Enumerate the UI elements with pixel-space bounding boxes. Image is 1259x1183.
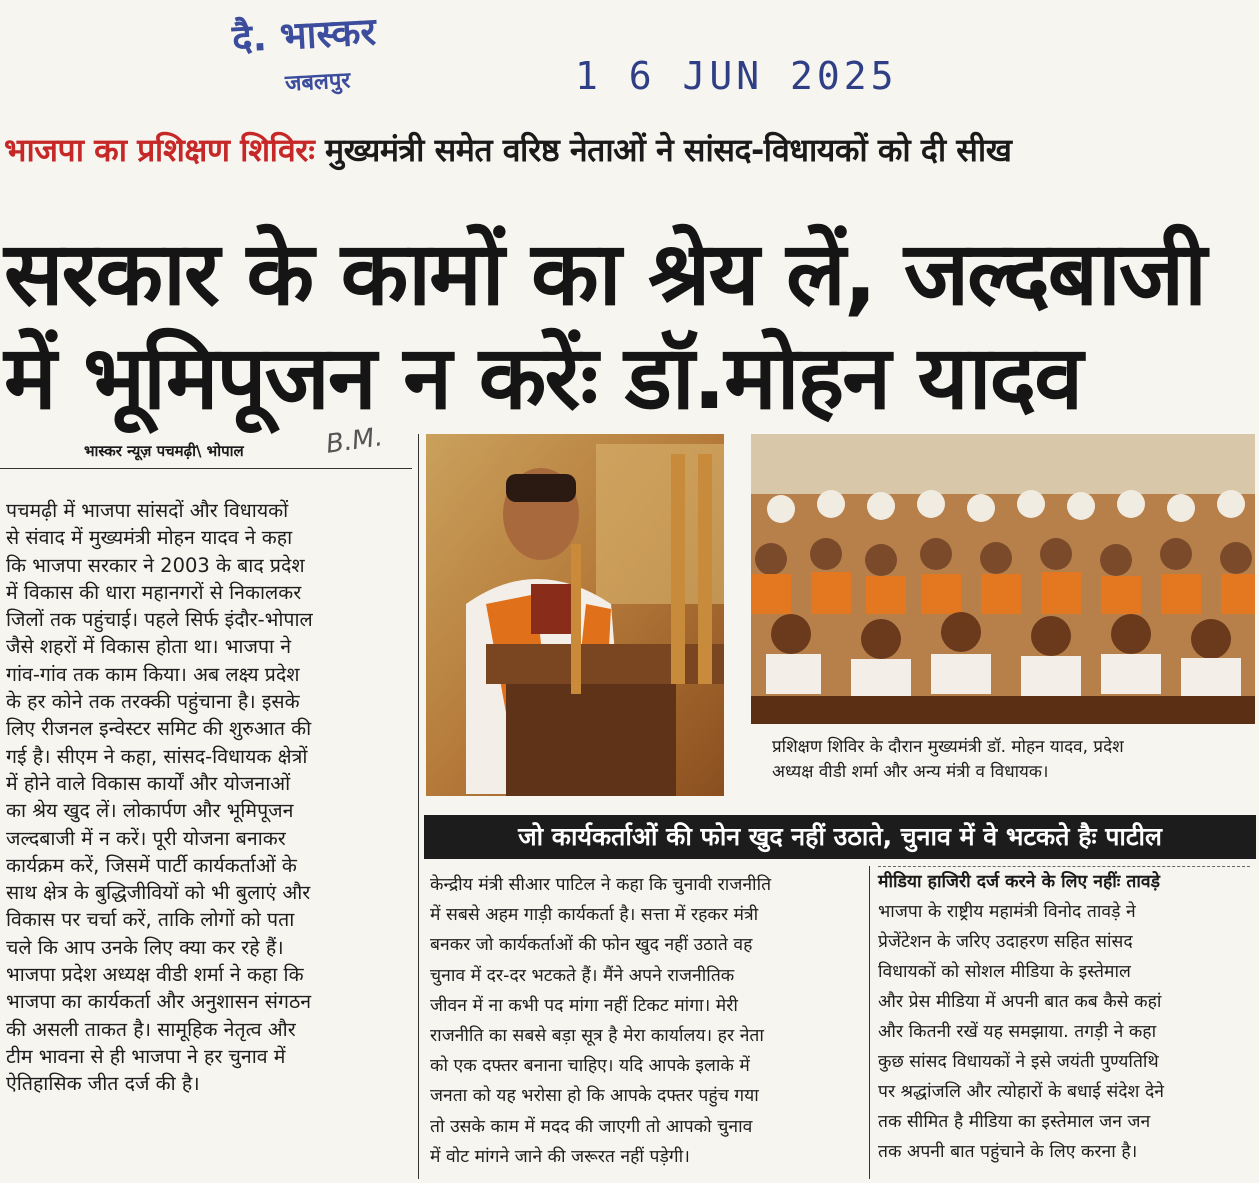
main-article-line: जल्दबाजी में न करें। पूरी योजना बनाकर (6, 826, 286, 850)
headline-line-2: में भूमिपूजन न करेंः डॉ.मोहन यादव (4, 326, 1082, 429)
tawde-box-line: और प्रेस मीडिया में अपनी बात कब कैसे कहां (878, 992, 1162, 1012)
headline-line-1: सरकार के कामों का श्रेय लें, जल्दबाजी (4, 222, 1205, 325)
kicker-line (4, 128, 1254, 171)
main-article-line: पचमढ़ी में भाजपा सांसदों और विधायकों (6, 499, 289, 522)
photo-caption (772, 735, 1252, 785)
tawde-box-line: और कितनी रखें यह समझाया. तगड़ी ने कहा (878, 1022, 1157, 1042)
main-article-line: गांव-गांव तक काम किया। अब लक्ष्य प्रदेश (6, 662, 300, 686)
patil-article-line: तो उसके काम में मदद की जाएगी तो आपको चुनाव (430, 1116, 753, 1137)
photo-cm-podium-image (426, 434, 724, 796)
tawde-box-line: तक सीमित है मीडिया का इस्तेमाल जन जन (878, 1112, 1151, 1132)
main-article-line: के हर कोने तक तरक्की पहुंचाना है। इसके (6, 690, 300, 714)
patil-article-line: को एक दफ्तर बनाना चाहिए। यदि आपके इलाके में (430, 1056, 750, 1077)
tawde-box-line: भाजपा के राष्ट्रीय महामंत्री विनोद तावड़े ने (878, 902, 1136, 922)
byline: भास्कर न्यूज़ पचमढ़ी\ भोपाल (84, 442, 244, 460)
tawde-box-body (878, 897, 1250, 1167)
tawde-box (878, 866, 1250, 1167)
byline-rule (0, 468, 412, 469)
tawde-box-line: प्रेजेंटेशन के जरिए उदाहरण सहित सांसद (878, 932, 1133, 952)
main-article-line: जिलों तक पहुंचाई। पहले सिर्फ इंदौर-भोपाल (6, 608, 313, 632)
headline (4, 222, 1256, 430)
main-article-line: कार्यक्रम करें, जिसमें पार्टी कार्यकर्ताओं के (6, 853, 297, 877)
main-article-line: भाजपा का कार्यकर्ता और अनुशासन संगठन (6, 990, 312, 1014)
patil-article-line: बनकर जो कार्यकर्ताओं की फोन खुद नहीं उठाते वह (430, 935, 753, 956)
photo-caption-line-1: प्रशिक्षण शिविर के दौरान मुख्यमंत्री डॉ. मोहन यादव, प्रदेश (772, 737, 1124, 757)
tawde-box-line: कुछ सांसद विधायकों ने इसे जयंती पुण्यतिथि (878, 1052, 1159, 1072)
main-article-line: गई है। सीएम ने कहा, सांसद-विधायक क्षेत्रों (6, 744, 308, 768)
patil-article-line: जीवन में ना कभी पद मांगा नहीं टिकट मांगा। मेरी (430, 995, 738, 1016)
main-article-line: का श्रेय खुद लें। लोकार्पण और भूमिपूजन (6, 799, 294, 823)
stamp-city: जबलपुर (284, 68, 351, 97)
patil-article-line: चुनाव में दर-दर भटकते हैं। मैंने अपने राजनीतिक (430, 965, 735, 986)
photo-caption-line-2: अध्यक्ष वीडी शर्मा और अन्य मंत्री व विधायक। (772, 762, 1049, 782)
photo-cm-podium (426, 434, 724, 796)
kicker-text: मुख्यमंत्री समेत वरिष्ठ नेताओं ने सांसद-विधायकों को दी सीख (314, 131, 1012, 169)
stamp-paper-name: दै. भास्कर (230, 9, 378, 61)
photo-audience (751, 434, 1255, 724)
patil-article-line: में वोट मांगने जाने की जरूरत नहीं पड़ेगी। (430, 1146, 690, 1167)
handwritten-initials: B.M. (324, 422, 385, 460)
tawde-box-line: पर श्रद्धांजलि और त्योहारों के बधाई संदेश देने (878, 1082, 1165, 1102)
patil-article (430, 870, 860, 1172)
patil-article-line: जनता को यह भरोसा हो कि आपके दफ्तर पहुंच गया (430, 1086, 759, 1107)
column-divider-right (869, 866, 870, 1179)
main-article-line: की असली ताकत है। सामूहिक नेतृत्व और (6, 1017, 296, 1041)
patil-article-line: में सबसे अहम गाड़ी कार्यकर्ता है। सत्ता में रहकर मंत्री (430, 905, 759, 926)
main-article-line: में होने वाले विकास कार्यों और योजनाओं (6, 771, 291, 795)
sub-headline-bar: जो कार्यकर्ताओं की फोन खुद नहीं उठाते, चुनाव में वे भटकते हैः पाटील (424, 815, 1256, 859)
column-divider-left (418, 434, 419, 1179)
tawde-box-title: मीडिया हाजिरी दर्ज करने के लिए नहींः तावड़े (878, 872, 1161, 892)
main-article-line: विकास पर चर्चा करें, ताकि लोगों को पता (6, 908, 295, 932)
tawde-box-line: विधायकों को सोशल मीडिया के इस्तेमाल (878, 962, 1131, 982)
main-article-line: ऐतिहासिक जीत दर्ज की है। (6, 1072, 200, 1096)
stamp-date: 1 6 JUN 2025 (575, 54, 898, 98)
main-article-line: टीम भावना से ही भाजपा ने हर चुनाव में (6, 1044, 286, 1068)
main-article-line: साथ क्षेत्र के बुद्धिजीवियों को भी बुलाएं और (6, 881, 311, 905)
main-article-line: कि भाजपा सरकार ने 2003 के बाद प्रदेश (6, 553, 305, 577)
patil-article-line: राजनीति का सबसे बड़ा सूत्र है मेरा कार्यालय। हर नेता (430, 1026, 764, 1047)
tawde-box-line: तक अपनी बात पहुंचाने के लिए करना है। (878, 1142, 1138, 1162)
main-article-line: जैसे शहरों में विकास होता था। भाजपा ने (6, 635, 292, 659)
main-article-line: लिए रीजनल इन्वेस्टर समिट की शुरुआत की (6, 717, 312, 741)
main-article-line: में विकास की धारा महानगरों से निकालकर (6, 580, 302, 604)
main-article-line: भाजपा प्रदेश अध्यक्ष वीडी शर्मा ने कहा कि (6, 963, 304, 987)
main-article (6, 497, 408, 1098)
photo-audience-image (751, 434, 1255, 724)
main-article-line: चले कि आप उनके लिए क्या कर रहे हैं। (6, 935, 284, 959)
main-article-line: से संवाद में मुख्यमंत्री मोहन यादव ने कहा (6, 526, 293, 550)
kicker-label: भाजपा का प्रशिक्षण शिविरः (4, 131, 315, 169)
patil-article-line: केन्द्रीय मंत्री सीआर पाटिल ने कहा कि चुनावी राजनीति (430, 875, 772, 895)
